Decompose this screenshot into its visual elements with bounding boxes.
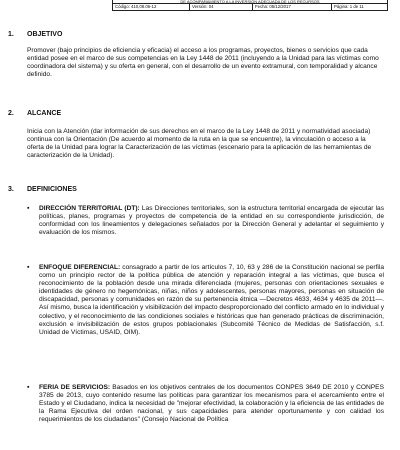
section-title: DEFINICIONES	[27, 186, 77, 193]
section-title: OBJETIVO	[27, 31, 63, 38]
bullet-icon: ▪	[27, 264, 30, 271]
paragraph-text: Promover (bajo principios de eficiencia y eficacia) el acceso a los programas, proyectos, bienes o servicios que cada entidad posee en el marco de sus competencias en la Ley 1448 de 2011 (incluyendo a la Unidad para las víctimas como coordinadora del sistema) y su oferta en general, con el desarrollo de un evento extramural, con temporalidad y alcance definido.	[27, 47, 379, 79]
document-header-table	[112, 0, 388, 11]
header-date: Fecha: 05/12/2017	[253, 4, 332, 10]
header-version: Versión: 04	[190, 4, 253, 10]
definition-item	[27, 384, 384, 424]
bullet-icon: ▪	[27, 205, 30, 212]
bullet-icon: ▪	[27, 384, 30, 391]
header-page: Página: 1 de 11	[334, 4, 364, 9]
section-paragraph-objetivo	[27, 47, 384, 79]
section-paragraph-alcance	[27, 128, 384, 160]
header-meta-row	[113, 4, 387, 10]
definition-term: DIRECCIÓN TERRITORIAL (DT):	[39, 205, 140, 212]
paragraph-text: Inicia con la Atención (dar información de sus derechos en el marco de la Ley 1448 de 2011 y normatividad asociada) continua con la Orientación (De acuerdo al momento de la ruta en la que se encuentre), la vinculación o acceso a la oferta de la Unidad para lograr la Caracterización de las víctimas (escenario para la aplicación de las herramientas de caracterización de la Unidad).	[27, 128, 372, 160]
section-heading-alcance	[8, 110, 61, 117]
section-number: 3.	[8, 186, 14, 193]
section-number: 2.	[8, 110, 14, 117]
definition-text: Las Direcciones territoriales, son la estructura territorial encargada de ejecutar las políticas, planes, programas y proyectos de competencia de la entidad en su correspondiente jurisdicción, de conformidad con los lineamientos y delegaciones señalados por la Dirección General y adelantar el seguimiento y evaluación de los mismos.	[39, 205, 385, 237]
section-title: ALCANCE	[27, 110, 62, 117]
section-number: 1.	[8, 31, 14, 38]
definition-term: FERIA DE SERVICIOS:	[39, 384, 111, 391]
definition-term: ENFOQUE DIFERENCIAL:	[39, 264, 121, 271]
header-code: Código: 410,08.06-12	[113, 4, 190, 10]
definition-item	[27, 264, 384, 337]
header-title: DE ACOMPAÑAMIENTO A LA INVERSIÓN ADECUADA DE LOS RECURSOS	[113, 0, 387, 4]
section-heading-definiciones	[8, 186, 77, 193]
definition-item	[27, 205, 384, 237]
definition-text: Basados en los objetivos centrales de los documentos CONPES 3649 DE 2010 y CONPES 3785 de 2013, cuyo contenido resume las políticas para garantizar los mecanismos para el acercamiento entre el Estado y el Ciudadano, indica la necesidad de "mejorar efectividad, la colaboración y la eficiencia de las entidades de la Rama Ejecutiva del orden nacional, y sus capacidades para atender oportunamente y con calidad los requerimientos de los ciudadanos" (Consejo Nacional de Política	[39, 384, 384, 424]
section-heading-objetivo	[8, 31, 62, 38]
definition-text: consagrado a partir de los artículos 7, 10, 63 y 286 de la Constitución nacional se perfila como un principio rector de la política pública de atención y reparación integral a las víctimas, que busca el reconocimiento de la población desde una mirada diferenciada (mujeres, personas con orientaciones sexuales e identidades de género no hegemónicas, niñas, niños y adolescentes, personas mayores, personas en situación de discapacidad, personas y comunidades en razón de su pertenencia étnica —Decretos 4633, 4634 y 4635 de 2011—. Así mismo, busca la identificación y visibilización del impacto desproporcionado del conflicto armado en lo individual y colectivo, y el reconocimiento de las condiciones sociales e históricas que han generado prácticas de discriminación, exclusión e invisibilización de estos grupos poblacionales (Subcomité Técnico de Medidas de Satisfacción, s.f. Unidad de Víctimas, USAID, OIM).	[39, 264, 384, 336]
